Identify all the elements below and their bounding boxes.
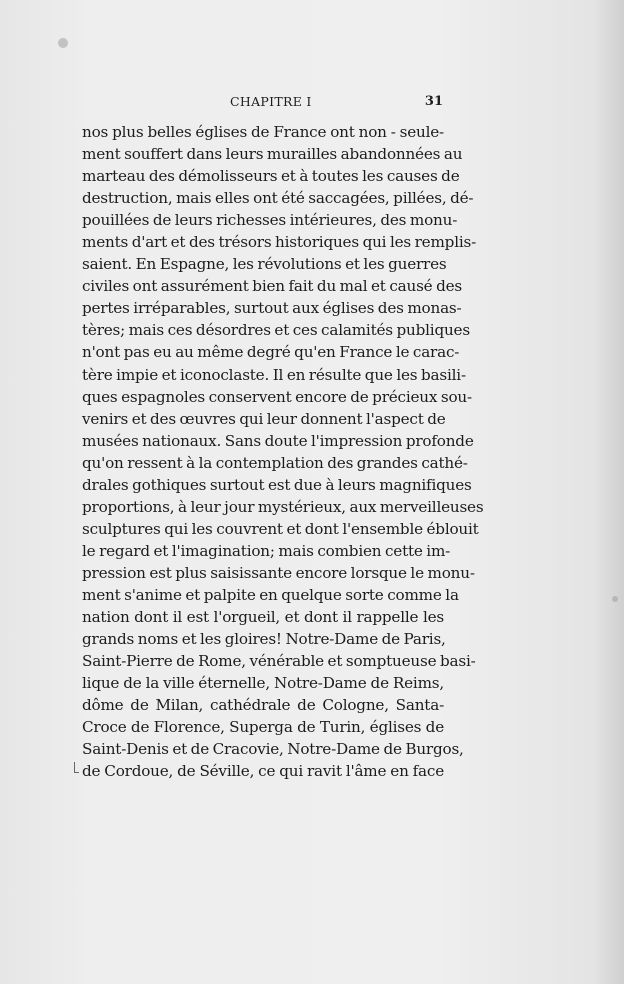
text-line: musées nationaux. Sans doute l'impression profonde xyxy=(82,431,474,450)
text-line: tères; mais ces désordres et ces calamités publiques xyxy=(82,321,470,340)
text-line: pouillées de leurs richesses intérieures, des monu- xyxy=(82,211,458,230)
text-line: proportions, à leur jour mystérieux, aux merveilleuses xyxy=(82,497,484,516)
scan-spot xyxy=(612,596,618,602)
text-line: sculptures qui les couvrent et dont l'ensemble éblouit xyxy=(82,519,479,538)
text-line: civiles ont assurément bien fait du mal et causé des xyxy=(82,277,462,296)
text-line: ment s'anime et palpite en quelque sorte comme la xyxy=(82,585,459,604)
text-line: Saint-Pierre de Rome, vénérable et somptueuse basi- xyxy=(82,652,476,671)
text-line: Croce de Florence, Superga de Turin, églises de xyxy=(82,718,444,737)
text-line: grands noms et les gloires! Notre-Dame de Paris, xyxy=(82,630,446,649)
text-line: ques espagnoles conservent encore de précieux sou- xyxy=(82,387,472,406)
text-line: le regard et l'imagination; mais combien cette im- xyxy=(82,541,451,560)
text-line: Saint-Denis et de Cracovie, Notre-Dame de Burgos, xyxy=(82,740,464,759)
text-line: nos plus belles églises de France ont non - seule- xyxy=(82,123,444,141)
body-text xyxy=(82,121,484,782)
crop-mark xyxy=(74,762,79,773)
text-line: venirs et des œuvres qui leur donnent l'aspect de xyxy=(82,409,446,428)
text-line: drales gothiques surtout est due à leurs magnifiques xyxy=(82,475,472,494)
text-line: qu'on ressent à la contemplation des grandes cathé- xyxy=(82,453,468,472)
text-line: ments d'art et des trésors historiques qui les remplis- xyxy=(82,233,477,252)
text-line: saient. En Espagne, les révolutions et les guerres xyxy=(82,255,447,274)
text-line: destruction, mais elles ont été saccagées, pillées, dé- xyxy=(82,189,474,208)
running-title: CHAPITRE I xyxy=(230,94,312,109)
text-line: marteau des démolisseurs et à toutes les causes de xyxy=(82,167,460,186)
text-line: dôme de Milan, cathédrale de Cologne, Santa- xyxy=(82,696,444,715)
running-header xyxy=(82,94,443,114)
text-line: de Cordoue, de Séville, ce qui ravit l'âme en face xyxy=(82,762,444,781)
text-line: pression est plus saisissante encore lorsque le monu- xyxy=(82,563,475,582)
text-line: n'ont pas eu au même degré qu'en France le carac- xyxy=(82,343,460,362)
scan-spot xyxy=(58,38,68,48)
page-number: 31 xyxy=(424,94,443,109)
text-line: ment souffert dans leurs murailles abandonnées au xyxy=(82,145,463,164)
text-line: pertes irréparables, surtout aux églises des monas- xyxy=(82,299,462,318)
text-line: nation dont il est l'orgueil, et dont il rappelle les xyxy=(82,608,444,627)
text-line: tère impie et iconoclaste. Il en résulte que les basili- xyxy=(82,365,466,384)
text-line: lique de la ville éternelle, Notre-Dame de Reims, xyxy=(82,674,444,693)
